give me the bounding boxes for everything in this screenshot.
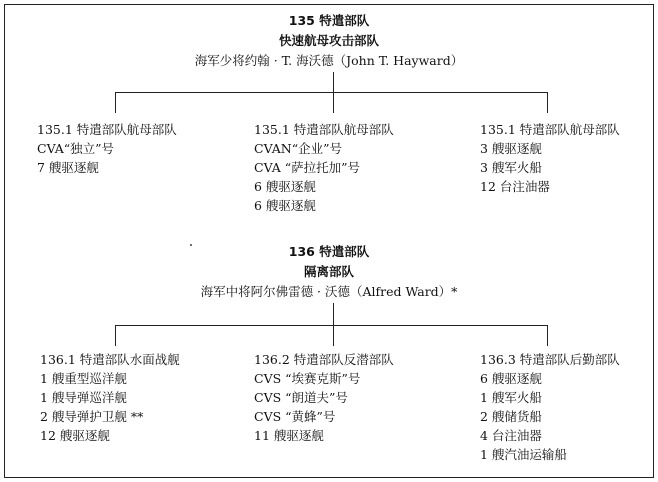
unit-line: 3 艘驱逐舰: [480, 141, 542, 156]
unit-line: 12 台注油器: [480, 179, 550, 194]
tf135-number: 135 特遣部队: [288, 13, 370, 28]
tf135-trunk-line: [333, 72, 334, 92]
tf135-unit-3: [480, 120, 620, 196]
unit-line: 12 艘驱逐舰: [40, 428, 110, 443]
tf135-drop-center: [333, 92, 334, 113]
unit-line: 2 艘导弹护卫舰 **: [40, 409, 144, 424]
tf136-drop-center: [333, 325, 334, 346]
unit-line: CVA “萨拉托加”号: [254, 160, 361, 175]
unit-line: 6 艘驱逐舰: [480, 371, 542, 386]
tf136-unit-3: [480, 350, 620, 464]
tf135-branch-line: [115, 92, 548, 93]
unit-line: 1 艘军火船: [480, 390, 542, 405]
unit-line: 1 艘汽油运输船: [480, 447, 567, 462]
tf136-drop-left: [115, 325, 116, 346]
unit-line: CVS “埃赛克斯”号: [254, 371, 361, 386]
tf135-name: 快速航母攻击部队: [278, 33, 379, 48]
unit-line: CVS “朗道夫”号: [254, 390, 348, 405]
unit-line: 2 艘储货船: [480, 409, 542, 424]
tf135-unit-1: [37, 120, 177, 177]
tf135-commander: 海军少将约翰 · T. 海沃德（John T. Hayward）: [194, 53, 464, 68]
tf135-drop-right: [547, 92, 548, 113]
tf136-name: 隔离部队: [303, 264, 354, 279]
tf136-unit-2: [254, 350, 394, 445]
unit-title: 136.2 特遣部队反潜部队: [254, 352, 394, 367]
tf136-drop-right: [547, 325, 548, 346]
tf135-unit-2: [254, 120, 394, 215]
unit-line: 1 艘重型巡洋舰: [40, 371, 127, 386]
tf136-branch-line: [115, 325, 548, 326]
tf136-commander: 海军中将阿尔佛雷德 · 沃德（Alfred Ward）*: [200, 284, 458, 299]
unit-line: 3 艘军火船: [480, 160, 542, 175]
unit-title: 135.1 特遣部队航母部队: [480, 122, 620, 137]
unit-line: 1 艘导弹巡洋舰: [40, 390, 127, 405]
unit-line: 6 艘驱逐舰: [254, 198, 316, 213]
unit-line: CVA“独立”号: [37, 141, 115, 156]
unit-line: CVAN“企业”号: [254, 141, 342, 156]
unit-line: 7 艘驱逐舰: [37, 160, 99, 175]
unit-title: 135.1 特遣部队航母部队: [254, 122, 394, 137]
tf136-unit-1: [40, 350, 180, 445]
unit-title: 135.1 特遣部队航母部队: [37, 122, 177, 137]
unit-title: 136.3 特遣部队后勤部队: [480, 352, 620, 367]
unit-line: 4 台注油器: [480, 428, 542, 443]
tf136-number: 136 特遣部队: [288, 244, 370, 259]
tf136-trunk-line: [333, 303, 334, 325]
unit-line: CVS “黄蜂”号: [254, 409, 336, 424]
tf135-drop-left: [115, 92, 116, 113]
unit-line: 6 艘驱逐舰: [254, 179, 316, 194]
unit-title: 136.1 特遣部队水面战舰: [40, 352, 180, 367]
unit-line: 11 艘驱逐舰: [254, 428, 324, 443]
